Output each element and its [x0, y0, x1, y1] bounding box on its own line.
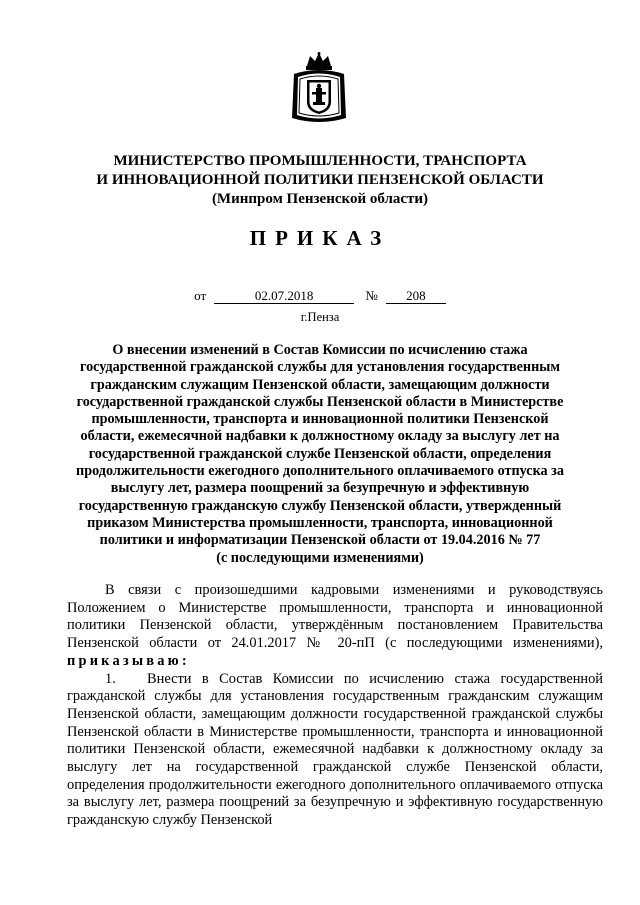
heading-line: промышленности, транспорта и инновационной политики Пензенской	[91, 411, 549, 428]
preamble-paragraph	[67, 582, 603, 671]
coat-of-arms-emblem	[290, 52, 348, 126]
order-title: ПРИКАЗ	[249, 226, 391, 250]
order-date: 02.07.2018	[214, 289, 354, 304]
preamble-text: В связи с произошедшими кадровыми изменениями и руководствуясь Положением о Министерстве промышленности, транспорта и инновационной политики Пензенской области, утверждённым постановлением Правительства Пензенской области от 24.01.2017 № 20-пП (с последующими изменениями),	[67, 582, 603, 652]
heading-line: продолжительности ежегодного дополнительного оплачиваемого отпуска за	[76, 463, 564, 480]
heading-line: приказом Министерства промышленности, транспорта, инновационной	[87, 514, 553, 531]
order-number: 208	[386, 289, 446, 304]
heading-line: государственной гражданской службе Пензенской области, определения	[88, 445, 552, 462]
heading-line: государственную гражданскую службу Пензенской области, утвержденный	[78, 497, 562, 514]
heading-line: (с последующими изменениями)	[216, 549, 424, 566]
order-date-number-line	[0, 288, 640, 304]
order-word: приказываю:	[67, 652, 190, 669]
heading-line: государственной гражданской службы Пензенской области в Министерстве	[76, 393, 564, 410]
heading-line: области, ежемесячной надбавки к должностному окладу за выслугу лет на	[80, 428, 560, 445]
item-1-number: 1.	[105, 670, 116, 687]
item-1-paragraph	[67, 671, 603, 830]
heading-line: государственной гражданской службы для установления государственным	[79, 359, 561, 376]
ministry-name-line-2: И ИННОВАЦИОННОЙ ПОЛИТИКИ ПЕНЗЕНСКОЙ ОБЛАСТИ	[96, 172, 544, 188]
heading-line: О внесении изменений в Состав Комиссии по исчислению стажа	[112, 342, 528, 358]
heading-line: политики и информатизации Пензенской области от 19.04.2016 № 77	[99, 532, 541, 549]
order-heading	[60, 342, 580, 567]
heading-line: гражданским служащим Пензенской области, замещающим должности	[90, 376, 550, 393]
ministry-short-name: (Минпром Пензенской области)	[211, 191, 429, 207]
date-prefix: от	[194, 288, 207, 303]
heading-line: выслугу лет, размера поощрений за безупречную и эффективную	[110, 480, 530, 497]
ministry-name-line-1: МИНИСТЕРСТВО ПРОМЫШЛЕННОСТИ, ТРАНСПОРТА	[113, 153, 527, 169]
number-sign: №	[365, 288, 378, 303]
order-body	[67, 582, 603, 830]
item-1-text: Внести в Состав Комиссии по исчислению стажа государственной гражданской службы для установления государственным гражданским служащим Пензенской области, замещающим должности государственной гражданской службы Пензенской области в Министерстве промышленности, транспорта и инновационной политики Пензенской области, ежемесячной надбавки к должностному окладу за выслугу лет на государственной гражданской службе Пензенской области, определения продолжительности ежегодного дополнительного оплачиваемого отпуска за выслугу лет, размера поощрений за безупречную и эффективную государственную гражданскую службу Пензенской	[67, 670, 604, 829]
city: г.Пенза	[300, 310, 340, 324]
